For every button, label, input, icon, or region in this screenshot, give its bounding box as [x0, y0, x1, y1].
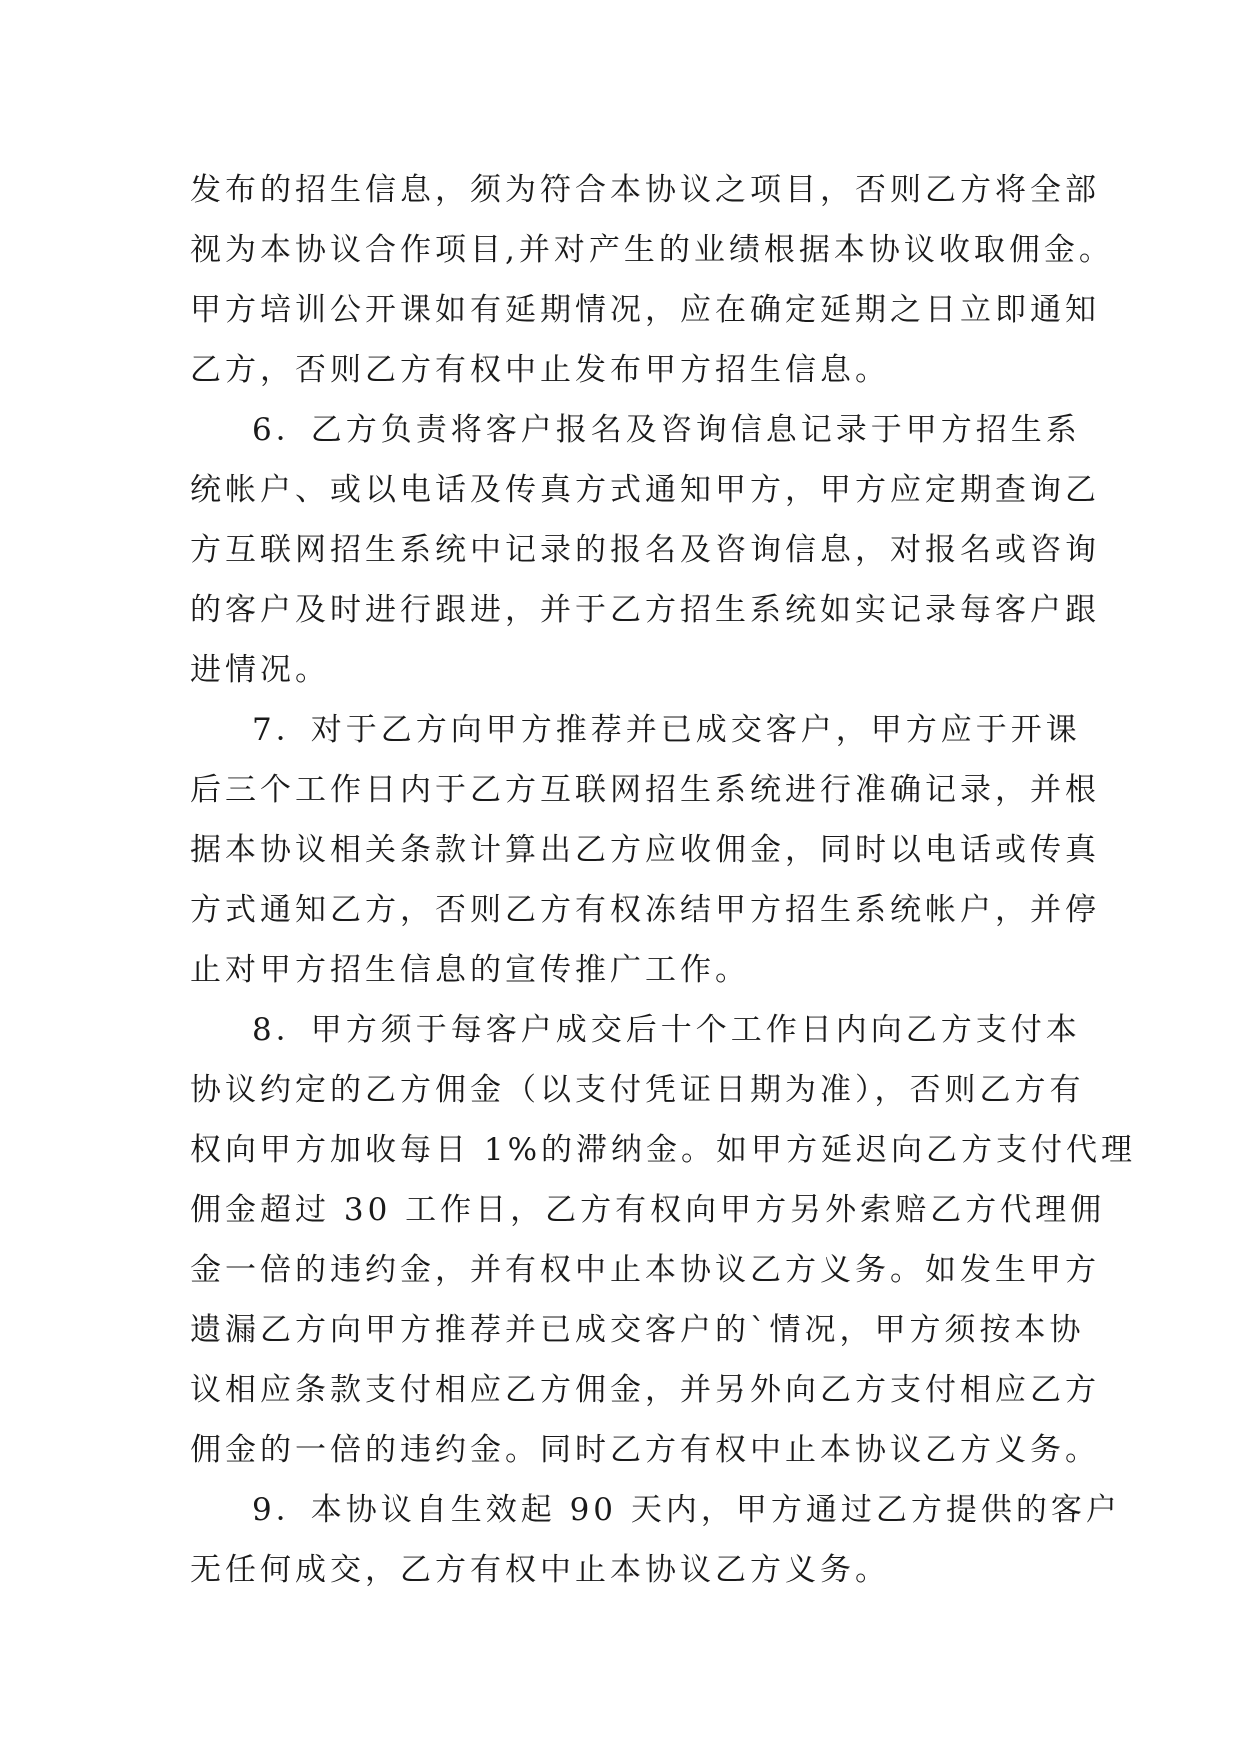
- text-line: 发布的招生信息，须为符合本协议之项目，否则乙方将全部: [190, 172, 1100, 208]
- text-line: 佣金超过 30 工作日，乙方有权向甲方另外索赔乙方代理佣: [190, 1192, 1106, 1228]
- text-line: 止对甲方招生信息的宣传推广工作。: [190, 952, 750, 988]
- clause-9-start: 9．本协议自生效起 90 天内，甲方通过乙方提供的客户: [252, 1492, 1121, 1528]
- text-line: 协议约定的乙方佣金（以支付凭证日期为准），否则乙方有: [190, 1072, 1085, 1108]
- text-line: 无任何成交，乙方有权中止本协议乙方义务。: [190, 1552, 890, 1588]
- text-line: 方互联网招生系统中记录的报名及咨询信息，对报名或咨询: [190, 532, 1100, 568]
- text-line: 视为本协议合作项目,并对产生的业绩根据本协议收取佣金。: [190, 232, 1114, 268]
- document-body: [190, 160, 1137, 1600]
- text-line: 甲方培训公开课如有延期情况，应在确定延期之日立即通知: [190, 292, 1100, 328]
- text-line: 金一倍的违约金，并有权中止本协议乙方义务。如发生甲方: [190, 1252, 1100, 1288]
- text-line: 后三个工作日内于乙方互联网招生系统进行准确记录，并根: [190, 772, 1100, 808]
- text-line: 佣金的一倍的违约金。同时乙方有权中止本协议乙方义务。: [190, 1432, 1100, 1468]
- clause-6-start: 6．乙方负责将客户报名及咨询信息记录于甲方招生系: [252, 412, 1081, 448]
- text-line: 据本协议相关条款计算出乙方应收佣金，同时以电话或传真: [190, 832, 1100, 868]
- text-line: 的客户及时进行跟进，并于乙方招生系统如实记录每客户跟: [190, 592, 1100, 628]
- text-line: 权向甲方加收每日 1%的滞纳金。如甲方延迟向乙方支付代理: [190, 1132, 1137, 1168]
- clause-7-start: 7．对于乙方向甲方推荐并已成交客户，甲方应于开课: [252, 712, 1081, 748]
- text-line: 方式通知乙方，否则乙方有权冻结甲方招生系统帐户，并停: [190, 892, 1100, 928]
- text-line: 进情况。: [190, 652, 330, 688]
- text-line: 统帐户、或以电话及传真方式通知甲方，甲方应定期查询乙: [190, 472, 1100, 508]
- text-line: 遗漏乙方向甲方推荐并已成交客户的`情况，甲方须按本协: [190, 1312, 1085, 1348]
- text-line: 乙方，否则乙方有权中止发布甲方招生信息。: [190, 352, 890, 388]
- clause-8-start: 8．甲方须于每客户成交后十个工作日内向乙方支付本: [252, 1012, 1081, 1048]
- text-line: 议相应条款支付相应乙方佣金，并另外向乙方支付相应乙方: [190, 1372, 1100, 1408]
